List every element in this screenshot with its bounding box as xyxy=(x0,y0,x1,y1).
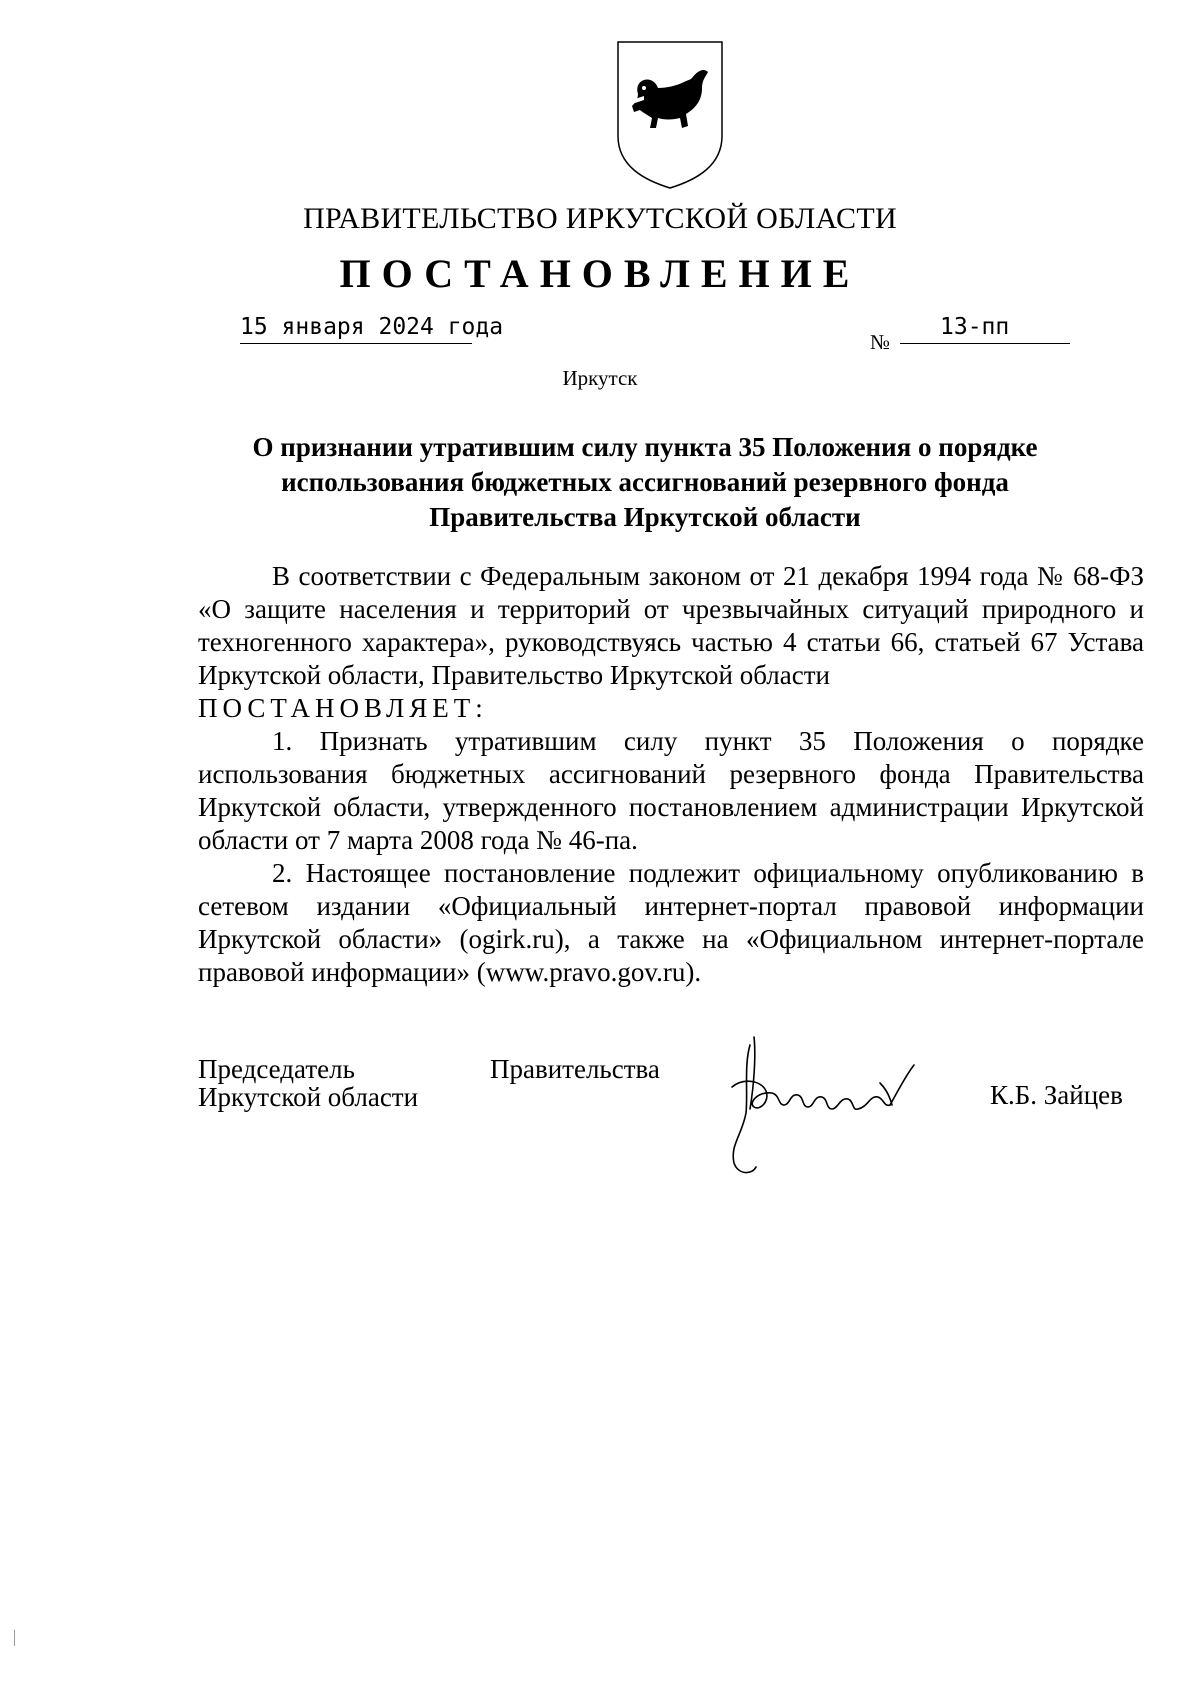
document-body xyxy=(198,560,1144,989)
coat-of-arms-emblem xyxy=(614,38,726,190)
resolution-item-2: 2. Настоящее постановление подлежит официальному опубликованию в сетевом издании «Официальный интернет-портал правовой информации Иркутской области» (ogirk.ru), а также на «Официальном интернет-портале правовой информации» (www.pravo.gov.ru). xyxy=(198,858,1144,987)
resolves-heading: ПОСТАНОВЛЯЕТ: xyxy=(198,693,488,723)
babr-icon xyxy=(632,70,708,128)
document-date: 15 января 2024 года xyxy=(240,314,472,344)
signatory-position-line-1: Председатель xyxy=(198,1054,355,1084)
scan-margin-mark xyxy=(14,1630,15,1646)
signatory-name: К.Б. Зайцев xyxy=(990,1080,1123,1110)
document-number: 13-пп xyxy=(900,314,1070,344)
resolution-item-1: 1. Признать утратившим силу пункт 35 Положения о порядке использования бюджетных ассигнований резервного фонда Правительства Иркутской области, утвержденного постановлением администрации Иркутской области от 7 марта 2008 года № 46-па. xyxy=(198,726,1144,855)
preamble-paragraph: В соответствии с Федеральным законом от 21 декабря 1994 года № 68-ФЗ «О защите населения и территорий от чрезвычайных ситуаций природного и техногенного характера», руководствуясь частью 4 статьи 66, статьей 67 Устава Иркутской области, Правительство Иркутской области xyxy=(198,561,1144,690)
signatory-position-line-2: Иркутской области xyxy=(198,1082,419,1112)
signatory-position xyxy=(198,1055,418,1111)
handwritten-signature xyxy=(720,1025,990,1175)
document-title: О признании утратившим силу пункта 35 Положения о порядке использования бюджетных ассигнований резервного фонда Правительства Иркутской области xyxy=(252,432,1038,532)
document-city: Иркутск xyxy=(562,366,638,390)
number-label: № xyxy=(870,330,891,354)
signatory-position-line-3: Правительства xyxy=(490,1054,660,1084)
issuing-authority: ПРАВИТЕЛЬСТВО ИРКУТСКОЙ ОБЛАСТИ xyxy=(303,202,897,235)
document-type: ПОСТАНОВЛЕНИЕ xyxy=(339,251,861,296)
